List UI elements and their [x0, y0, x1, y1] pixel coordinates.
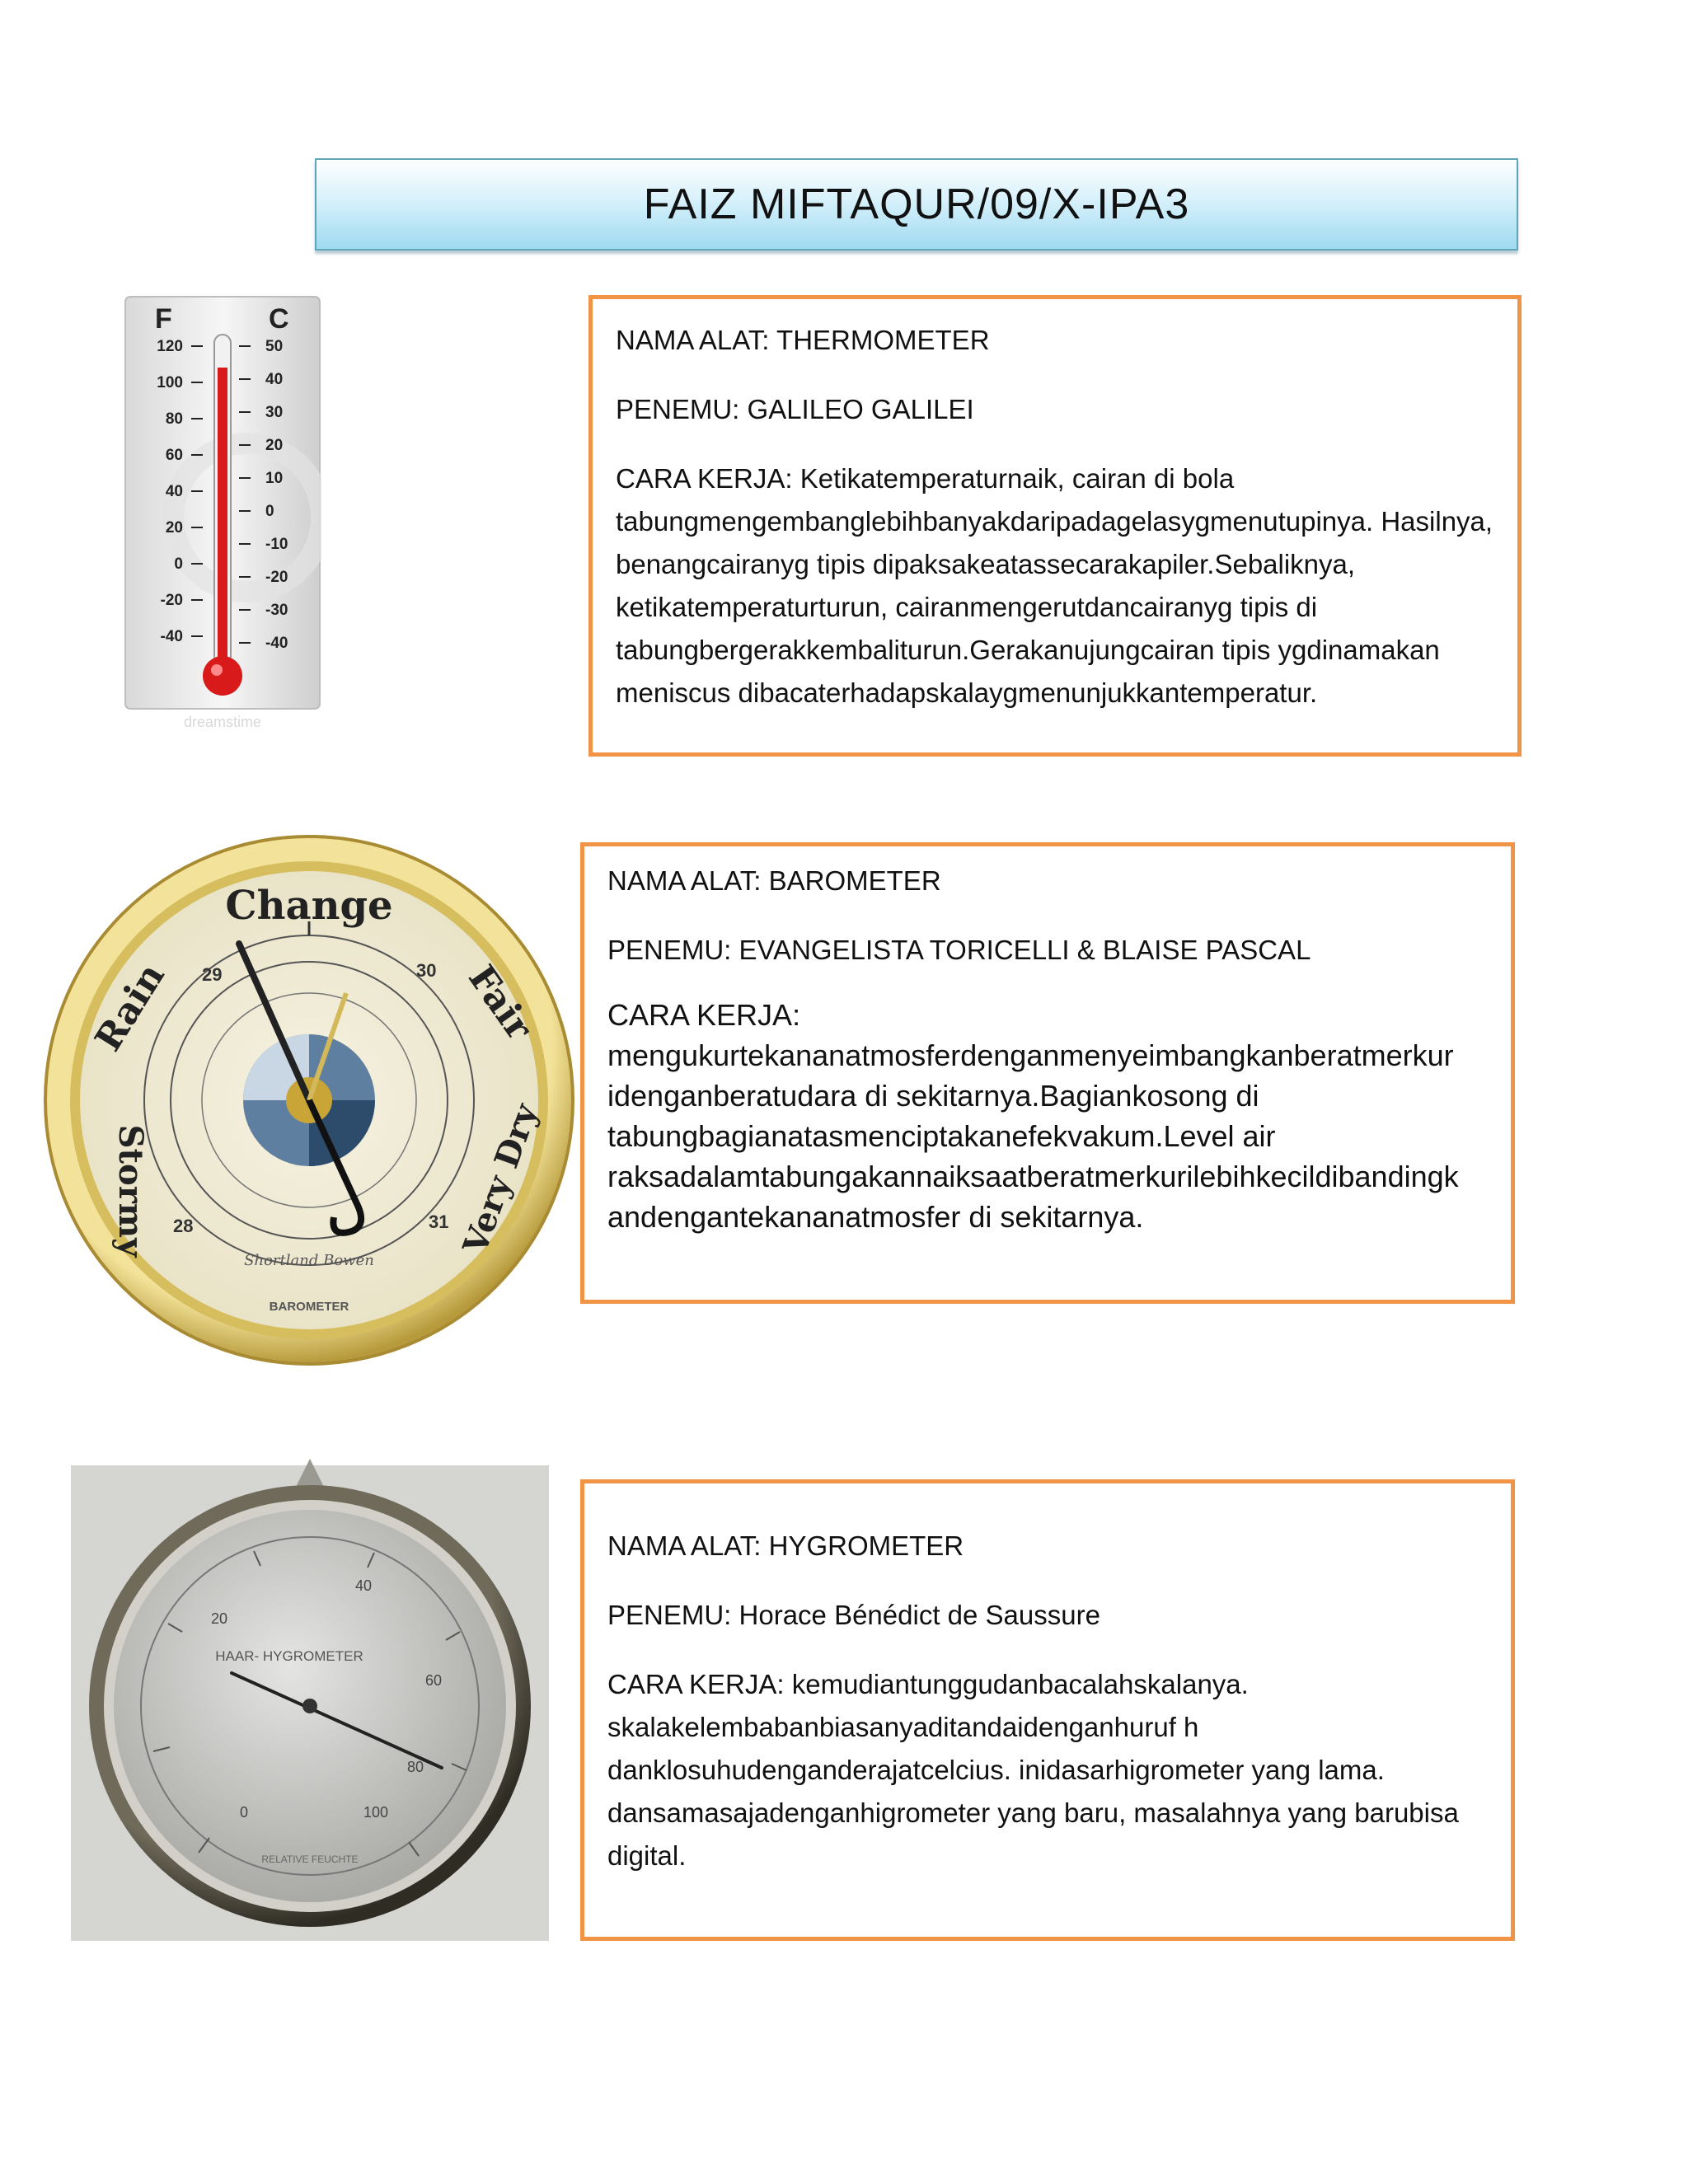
barometer-maker: Shortland Bowen: [244, 1252, 374, 1269]
hygro-label: HAAR- HYGROMETER: [215, 1648, 363, 1664]
thermo-c-tick: 40: [265, 371, 284, 388]
thermo-unit-f: F: [155, 303, 172, 335]
barometer-method: mengukurtekananatmosferdenganmenyeimbangkanberatmerkur idenganberatudara di sekitarnya.Bagiankosong di tabungbagianatasmenciptakanefekvakum.Level air raksadalamtabungakannaiksaatberatmerkurilebihkecildibandingk andengantekananatmosfer di sekitarnya.: [607, 1038, 1459, 1234]
thermo-c-tick: -40: [265, 635, 288, 652]
thermo-c-tick: 50: [265, 338, 284, 355]
hygro-number: 80: [407, 1759, 424, 1775]
barometer-name: NAMA ALAT: BAROMETER: [607, 865, 941, 896]
barometer-number: 30: [416, 960, 437, 981]
thermo-f-tick: 80: [165, 410, 183, 428]
title-box: [315, 158, 1518, 251]
thermo-f-tick: -40: [160, 628, 183, 645]
thermo-c-tick: 0: [265, 503, 274, 520]
barometer-image: [41, 832, 577, 1368]
barometer-label: BAROMETER: [269, 1300, 349, 1314]
thermo-c-tick: 30: [265, 404, 284, 421]
barometer-inventor: PENEMU: EVANGELISTA TORICELLI & BLAISE PASCAL: [607, 935, 1311, 965]
hygrometer-method: CARA KERJA: kemudiantunggudanbacalahskalanya. skalakelembabanbiasanyaditandaidenganhuruf h danklosuhudenganderajatcelcius. inidasarhigrometer yang lama. dansamasajadenganhigrometer yang baru, masalahnya yang barubisa digital.: [607, 1669, 1459, 1871]
barometer-method-label: CARA KERJA:: [607, 998, 801, 1032]
barometer-card: [580, 842, 1515, 1304]
thermo-c-tick: 10: [265, 470, 284, 487]
hygro-number: 100: [363, 1804, 389, 1821]
page-title: FAIZ MIFTAQUR/09/X-IPA3: [643, 180, 1190, 228]
hygro-number: 20: [211, 1610, 228, 1627]
barometer-verydry-label: Very Dry: [455, 1099, 546, 1259]
thermometer-inventor: PENEMU: GALILEO GALILEI: [616, 394, 974, 424]
thermo-unit-c: C: [269, 303, 289, 335]
barometer-number: 31: [429, 1212, 449, 1232]
thermo-f-tick: 0: [174, 555, 183, 573]
thermo-watermark: dreamstime: [183, 714, 262, 730]
thermo-c-tick: -30: [265, 602, 288, 619]
thermo-f-tick: -20: [160, 592, 183, 609]
barometer-number: 28: [173, 1216, 194, 1236]
thermo-f-tick: 100: [157, 374, 183, 391]
thermometer-card: [588, 295, 1522, 757]
barometer-change-label: Change: [225, 883, 393, 929]
thermo-f-tick: 20: [165, 519, 183, 537]
barometer-number: 29: [202, 964, 223, 985]
thermometer-image: [124, 295, 321, 732]
thermo-f-tick: 60: [165, 447, 183, 464]
thermo-c-tick: 20: [265, 437, 284, 454]
thermo-f-tick: 120: [157, 338, 183, 355]
barometer-rain-label: Rain: [87, 956, 173, 1059]
hygrometer-name: NAMA ALAT: HYGROMETER: [607, 1530, 964, 1561]
barometer-fair-label: Fair: [460, 958, 541, 1048]
thermometer-name: NAMA ALAT: THERMOMETER: [616, 325, 990, 355]
thermometer-method: CARA KERJA: Ketikatemperaturnaik, cairan di bola tabungmengembanglebihbanyakdaripadagelasygmenutupinya. Hasilnya, benangcairanyg tipis dipaksakeatassecarakapiler.Sebaliknya, ketikatemperaturturun, cairanmengerutdancairanyg tipis di tabungbergerakkembaliturun.Gerakanujungcairan tipis ygdinamakan meniscus dibacaterhadapskalaygmenunjukkantemperatur.: [616, 463, 1493, 708]
hygrometer-card: [580, 1479, 1515, 1941]
barometer-stormy-label: Stormy: [111, 1124, 150, 1258]
hygro-number: 0: [240, 1804, 249, 1821]
hygro-number: 40: [355, 1577, 373, 1594]
hygrometer-inventor: PENEMU: Horace Bénédict de Saussure: [607, 1600, 1100, 1630]
hygro-number: 60: [425, 1672, 443, 1689]
thermo-c-tick: -20: [265, 569, 288, 586]
hygrometer-image: [71, 1459, 549, 1941]
thermo-c-tick: -10: [265, 536, 288, 553]
thermo-f-tick: 40: [165, 483, 183, 500]
hygro-bottom-label: RELATIVE FEUCHTE: [261, 1854, 359, 1865]
